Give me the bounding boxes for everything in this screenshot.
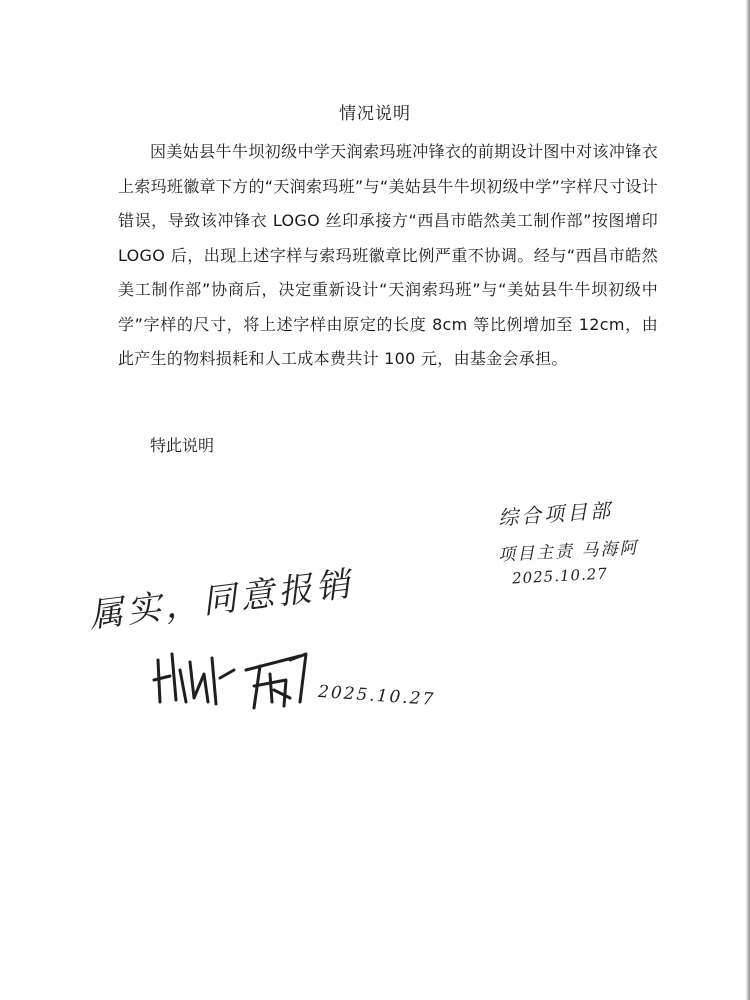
document-closing: 特此说明	[150, 436, 215, 455]
handwritten-date-right: 2025.10.27	[511, 564, 609, 588]
handwritten-date-left: 2025.10.27	[317, 681, 436, 711]
handwritten-project-lead: 项目主责 马海阿	[497, 538, 639, 566]
handwritten-approval-note: 属实，同意报销	[86, 563, 356, 637]
handwritten-department: 综合项目部	[497, 498, 614, 530]
document-title: 情况说明	[339, 104, 411, 124]
handwritten-signature	[150, 640, 340, 720]
document-body-paragraph: 因美姑县牛牛坝初级中学天润索玛班冲锋衣的前期设计图中对该冲锋衣上索玛班徽章下方的“天润索玛班”与“美姑县牛牛坝初级中学”字样尺寸设计错误，导致该冲锋衣 LOGO 丝印承接方“西昌市皓然美工制作部”按图增印 LOGO 后，出现上述字样与索玛班徽章比例严重不协调。经与“西昌市皓然美工制作部”协商后，决定重新设计“天润索玛班”与“美姑县牛牛坝初级中学”字样的尺寸，将上述字样由原定的长度 8cm 等比例增加至 12cm，由此产生的物料损耗和人工成本费共计 100 元，由基金会承担。	[118, 142, 658, 368]
page-edge-shadow	[746, 0, 750, 1000]
